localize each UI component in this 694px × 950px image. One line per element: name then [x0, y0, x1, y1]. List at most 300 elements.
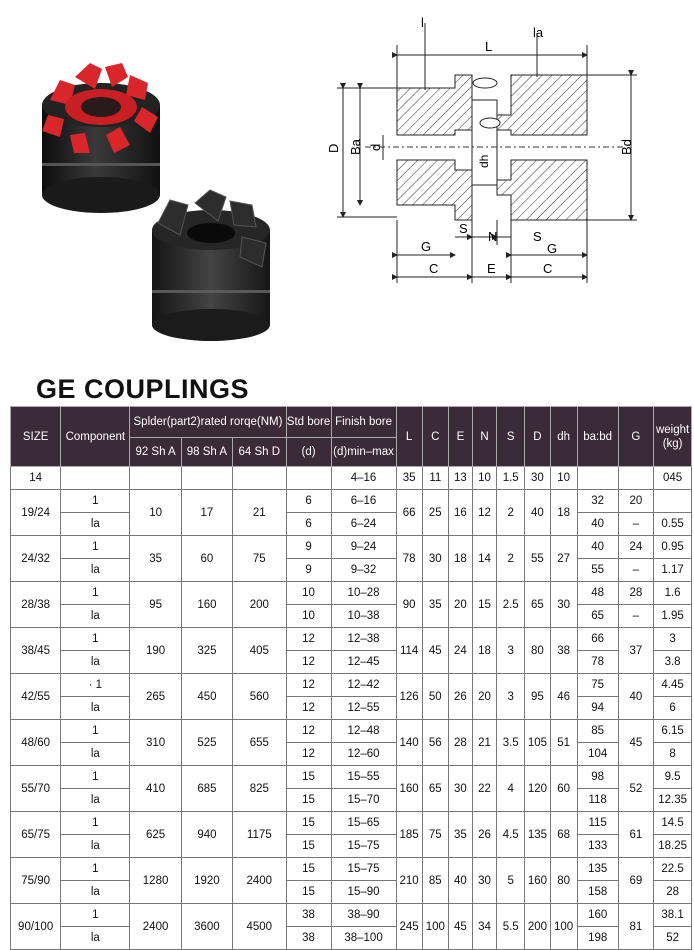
table-row: [11, 812, 692, 835]
cell-S: 3: [497, 674, 525, 720]
page-title: GE COUPLINGS: [36, 374, 250, 404]
cell-D: 30: [525, 467, 550, 490]
cell-weight: 52: [654, 927, 692, 950]
cell-G: –: [618, 605, 654, 628]
cell-N: 14: [472, 536, 496, 582]
header-N: N: [472, 407, 496, 467]
cell-finish-bore: 6–24: [331, 513, 396, 536]
cell-std-bore: 15: [286, 812, 331, 835]
cell-92sha: 625: [130, 812, 181, 858]
cell-babd: 48: [577, 582, 618, 605]
header-64shd: 64 Sh D: [233, 438, 286, 467]
header-weight: weight (kg): [654, 407, 692, 467]
cell-C: 50: [422, 674, 448, 720]
cell-component: 1: [61, 582, 130, 605]
cell-weight: 8: [654, 743, 692, 766]
cell-G: –: [618, 513, 654, 536]
cell-component: la: [61, 789, 130, 812]
cell-weight: 38.1: [654, 904, 692, 927]
cell-component: 1: [61, 490, 130, 513]
cell-std-bore: 9: [286, 559, 331, 582]
cell-weight: 28: [654, 881, 692, 904]
cell-E: 26: [448, 674, 472, 720]
cell-std-bore: 15: [286, 766, 331, 789]
cell-92sha: 1280: [130, 858, 181, 904]
cell-G: 28: [618, 582, 654, 605]
cell-weight: 3.8: [654, 651, 692, 674]
cell-weight: 1.6: [654, 582, 692, 605]
cell-std-bore: 10: [286, 582, 331, 605]
cell-S: 2.5: [497, 582, 525, 628]
cell-C: 100: [422, 904, 448, 950]
cell-G: 45: [618, 720, 654, 766]
header-dh: dh: [550, 407, 577, 467]
cell-64shd: 655: [233, 720, 286, 766]
cell-weight: 0.55: [654, 513, 692, 536]
cell-babd: 198: [577, 927, 618, 950]
cell-S: 3: [497, 628, 525, 674]
cell-component: la: [61, 881, 130, 904]
cell-98sha: 60: [181, 536, 232, 582]
label-N: N: [488, 229, 498, 244]
cell-size: 90/100: [11, 904, 61, 950]
cell-L: 66: [396, 490, 422, 536]
cell-std-bore: 12: [286, 743, 331, 766]
header-finish-bore: Finish bore: [331, 407, 396, 438]
coupling-photo: [30, 45, 320, 345]
cell-92sha: 35: [130, 536, 181, 582]
cell-component: la: [61, 559, 130, 582]
header-E: E: [448, 407, 472, 467]
table-row: [11, 858, 692, 881]
table-row: [11, 536, 692, 559]
cell-N: 10: [472, 467, 496, 490]
cell-98sha: [181, 467, 232, 490]
table-row: [11, 490, 692, 513]
cell-size: 38/45: [11, 628, 61, 674]
cell-E: 13: [448, 467, 472, 490]
cell-finish-bore: 12–45: [331, 651, 396, 674]
cell-G: 37: [618, 628, 654, 674]
table-row: [11, 582, 692, 605]
header-std-bore: Std bore: [286, 407, 331, 438]
cell-E: 16: [448, 490, 472, 536]
label-l: l: [421, 15, 424, 30]
cell-component: 1: [61, 858, 130, 881]
cell-G: 52: [618, 766, 654, 812]
cell-E: 18: [448, 536, 472, 582]
cell-C: 56: [422, 720, 448, 766]
cell-L: 140: [396, 720, 422, 766]
cell-G: 69: [618, 858, 654, 904]
cell-size: 28/38: [11, 582, 61, 628]
label-dh: dh: [477, 154, 491, 168]
cell-component: la: [61, 651, 130, 674]
cell-finish-bore: 38–90: [331, 904, 396, 927]
cell-64shd: 21: [233, 490, 286, 536]
cell-E: 24: [448, 628, 472, 674]
cell-component: la: [61, 927, 130, 950]
header-G: G: [618, 407, 654, 467]
cell-L: 210: [396, 858, 422, 904]
cell-N: 30: [472, 858, 496, 904]
cell-babd: 160: [577, 904, 618, 927]
cell-weight: 1.17: [654, 559, 692, 582]
header-92sha: 92 Sh A: [130, 438, 181, 467]
cell-92sha: 265: [130, 674, 181, 720]
cell-babd: 66: [577, 628, 618, 651]
header-spider: Splder(part2)rated rorqe(NM): [130, 407, 286, 438]
cell-G: 61: [618, 812, 654, 858]
cell-N: 15: [472, 582, 496, 628]
cell-weight: [654, 490, 692, 513]
cell-dh: 30: [550, 582, 577, 628]
cell-92sha: 10: [130, 490, 181, 536]
cell-E: 35: [448, 812, 472, 858]
header-std-bore-unit: (d): [286, 438, 331, 467]
cell-babd: 40: [577, 513, 618, 536]
cell-babd: 55: [577, 559, 618, 582]
cell-component: la: [61, 513, 130, 536]
cell-D: 120: [525, 766, 550, 812]
cell-component: la: [61, 835, 130, 858]
cell-std-bore: 12: [286, 628, 331, 651]
cell-std-bore: 15: [286, 789, 331, 812]
cell-64shd: 405: [233, 628, 286, 674]
label-Ba: Ba: [348, 139, 363, 155]
cell-component: la: [61, 605, 130, 628]
cell-dh: 60: [550, 766, 577, 812]
cell-weight: 6.15: [654, 720, 692, 743]
cell-babd: 135: [577, 858, 618, 881]
cell-dh: 68: [550, 812, 577, 858]
cell-64shd: 1175: [233, 812, 286, 858]
cell-finish-bore: 9–24: [331, 536, 396, 559]
cell-G: [618, 467, 654, 490]
cell-L: 35: [396, 467, 422, 490]
cell-98sha: 17: [181, 490, 232, 536]
cell-L: 245: [396, 904, 422, 950]
table-row: [11, 559, 692, 582]
cell-C: 35: [422, 582, 448, 628]
cell-N: 12: [472, 490, 496, 536]
cell-std-bore: 15: [286, 858, 331, 881]
cell-finish-bore: 15–75: [331, 835, 396, 858]
cell-N: 34: [472, 904, 496, 950]
label-S-left: S: [459, 221, 468, 236]
cell-finish-bore: 10–38: [331, 605, 396, 628]
cell-std-bore: 9: [286, 536, 331, 559]
cell-C: 85: [422, 858, 448, 904]
cell-std-bore: 12: [286, 697, 331, 720]
table-row: [11, 628, 692, 651]
cell-component: 1: [61, 904, 130, 927]
label-Bd: Bd: [619, 139, 634, 155]
cell-92sha: 95: [130, 582, 181, 628]
cell-weight: 0.95: [654, 536, 692, 559]
cell-G: 24: [618, 536, 654, 559]
cell-component: la: [61, 697, 130, 720]
cell-C: 45: [422, 628, 448, 674]
cell-weight: 12.35: [654, 789, 692, 812]
cell-std-bore: 12: [286, 720, 331, 743]
header-size: SIZE: [11, 407, 61, 467]
table-row: [11, 674, 692, 697]
cell-64shd: 75: [233, 536, 286, 582]
cell-finish-bore: 12–60: [331, 743, 396, 766]
header-98sha: 98 Sh A: [181, 438, 232, 467]
cell-D: 40: [525, 490, 550, 536]
cell-S: 2: [497, 536, 525, 582]
cell-G: 40: [618, 674, 654, 720]
cell-E: 40: [448, 858, 472, 904]
cell-64shd: [233, 467, 286, 490]
cell-E: 20: [448, 582, 472, 628]
cell-component: 1: [61, 536, 130, 559]
cell-finish-bore: 15–65: [331, 812, 396, 835]
cell-S: 4: [497, 766, 525, 812]
cell-size: 14: [11, 467, 61, 490]
cell-64shd: 2400: [233, 858, 286, 904]
cell-finish-bore: 38–100: [331, 927, 396, 950]
cell-component: · 1: [61, 674, 130, 697]
cell-98sha: 940: [181, 812, 232, 858]
cell-G: –: [618, 559, 654, 582]
cell-C: 11: [422, 467, 448, 490]
cell-size: 24/32: [11, 536, 61, 582]
cell-weight: 4.45: [654, 674, 692, 697]
cell-C: 25: [422, 490, 448, 536]
cell-component: 1: [61, 720, 130, 743]
cell-S: 1.5: [497, 467, 525, 490]
cell-finish-bore: 12–42: [331, 674, 396, 697]
cell-E: 45: [448, 904, 472, 950]
cell-S: 5.5: [497, 904, 525, 950]
table-row: [11, 513, 692, 536]
table-row: [11, 651, 692, 674]
cell-dh: 18: [550, 490, 577, 536]
cell-L: 90: [396, 582, 422, 628]
cell-dh: 38: [550, 628, 577, 674]
cell-N: 22: [472, 766, 496, 812]
table-row: [11, 720, 692, 743]
cell-weight: 18.25: [654, 835, 692, 858]
cell-std-bore: 6: [286, 490, 331, 513]
cell-dh: 46: [550, 674, 577, 720]
cell-finish-bore: 15–55: [331, 766, 396, 789]
cell-C: 65: [422, 766, 448, 812]
cell-D: 200: [525, 904, 550, 950]
label-D: D: [326, 143, 341, 153]
cell-dh: 100: [550, 904, 577, 950]
cell-E: 30: [448, 766, 472, 812]
cell-babd: 32: [577, 490, 618, 513]
cell-N: 26: [472, 812, 496, 858]
cell-size: 75/90: [11, 858, 61, 904]
cell-weight: 14.5: [654, 812, 692, 835]
cell-babd: 94: [577, 697, 618, 720]
cell-babd: 78: [577, 651, 618, 674]
cell-component: [61, 467, 130, 490]
cell-98sha: 525: [181, 720, 232, 766]
cell-L: 185: [396, 812, 422, 858]
cell-N: 18: [472, 628, 496, 674]
cell-weight: 22.5: [654, 858, 692, 881]
table-row: [11, 789, 692, 812]
cell-babd: 75: [577, 674, 618, 697]
table-row: [11, 835, 692, 858]
cell-98sha: 685: [181, 766, 232, 812]
cell-component: 1: [61, 812, 130, 835]
cell-finish-bore: 6–16: [331, 490, 396, 513]
cell-64shd: 560: [233, 674, 286, 720]
cell-92sha: [130, 467, 181, 490]
cell-babd: 118: [577, 789, 618, 812]
cell-64shd: 825: [233, 766, 286, 812]
table-row: [11, 743, 692, 766]
cell-babd: 104: [577, 743, 618, 766]
cell-babd: 158: [577, 881, 618, 904]
header-component: Component: [61, 407, 130, 467]
cell-dh: 80: [550, 858, 577, 904]
cell-D: 135: [525, 812, 550, 858]
cell-G: 20: [618, 490, 654, 513]
cell-std-bore: 12: [286, 651, 331, 674]
cell-N: 20: [472, 674, 496, 720]
couplings-table: [10, 406, 692, 950]
cell-std-bore: 10: [286, 605, 331, 628]
cell-babd: 133: [577, 835, 618, 858]
cell-S: 4.5: [497, 812, 525, 858]
cell-size: 55/70: [11, 766, 61, 812]
label-d: d: [368, 143, 383, 151]
cell-finish-bore: 15–70: [331, 789, 396, 812]
cell-C: 75: [422, 812, 448, 858]
header-babd: ba:bd: [577, 407, 618, 467]
cell-92sha: 2400: [130, 904, 181, 950]
hub-with-spider: [42, 63, 160, 213]
cell-L: 126: [396, 674, 422, 720]
cell-D: 105: [525, 720, 550, 766]
cell-size: 19/24: [11, 490, 61, 536]
cell-92sha: 190: [130, 628, 181, 674]
cell-92sha: 410: [130, 766, 181, 812]
table-row: [11, 881, 692, 904]
header-finish-bore-unit: (d)min–max: [331, 438, 396, 467]
label-S-right: S: [533, 229, 542, 244]
header-S: S: [497, 407, 525, 467]
cell-N: 21: [472, 720, 496, 766]
cell-D: 160: [525, 858, 550, 904]
cell-finish-bore: 12–55: [331, 697, 396, 720]
cell-D: 80: [525, 628, 550, 674]
cell-babd: 115: [577, 812, 618, 835]
cell-component: 1: [61, 766, 130, 789]
cell-92sha: 310: [130, 720, 181, 766]
cell-finish-bore: 4–16: [331, 467, 396, 490]
cell-64shd: 4500: [233, 904, 286, 950]
cell-size: 42/55: [11, 674, 61, 720]
cell-98sha: 160: [181, 582, 232, 628]
label-la: la: [533, 25, 544, 40]
cell-98sha: 450: [181, 674, 232, 720]
label-E: E: [487, 261, 496, 276]
cell-size: 48/60: [11, 720, 61, 766]
cell-size: 65/75: [11, 812, 61, 858]
cell-weight: 1.95: [654, 605, 692, 628]
cell-dh: 10: [550, 467, 577, 490]
coupling-dimension-drawing: [325, 5, 694, 290]
cell-babd: 98: [577, 766, 618, 789]
table-row: [11, 697, 692, 720]
cell-finish-bore: 12–38: [331, 628, 396, 651]
cell-component: la: [61, 743, 130, 766]
cell-std-bore: 15: [286, 835, 331, 858]
label-C-left: C: [429, 261, 439, 276]
cell-babd: 65: [577, 605, 618, 628]
cell-L: 160: [396, 766, 422, 812]
cell-weight: 3: [654, 628, 692, 651]
cell-C: 30: [422, 536, 448, 582]
cell-D: 65: [525, 582, 550, 628]
cell-64shd: 200: [233, 582, 286, 628]
cell-weight: 045: [654, 467, 692, 490]
cell-D: 55: [525, 536, 550, 582]
cell-std-bore: 38: [286, 927, 331, 950]
cell-G: 81: [618, 904, 654, 950]
cell-S: 3.5: [497, 720, 525, 766]
label-L: L: [485, 39, 493, 54]
cell-weight: 9.5: [654, 766, 692, 789]
table-row: [11, 927, 692, 950]
cell-98sha: 325: [181, 628, 232, 674]
label-G-left: G: [421, 239, 432, 254]
cell-dh: 51: [550, 720, 577, 766]
cell-finish-bore: 15–90: [331, 881, 396, 904]
label-C-right: C: [543, 261, 553, 276]
table-row: [11, 766, 692, 789]
cell-L: 114: [396, 628, 422, 674]
hub-with-jaws: [152, 190, 270, 341]
cell-98sha: 3600: [181, 904, 232, 950]
cell-std-bore: 38: [286, 904, 331, 927]
header-C: C: [422, 407, 448, 467]
cell-finish-bore: 9–32: [331, 559, 396, 582]
cell-std-bore: 12: [286, 674, 331, 697]
cell-E: 28: [448, 720, 472, 766]
cell-D: 95: [525, 674, 550, 720]
cell-std-bore: 6: [286, 513, 331, 536]
header-L: L: [396, 407, 422, 467]
table-row: [11, 605, 692, 628]
cell-component: 1: [61, 628, 130, 651]
cell-std-bore: 15: [286, 881, 331, 904]
cell-dh: 27: [550, 536, 577, 582]
cell-babd: 85: [577, 720, 618, 743]
table-row: [11, 904, 692, 927]
cell-S: 2: [497, 490, 525, 536]
cell-finish-bore: 10–28: [331, 582, 396, 605]
cell-98sha: 1920: [181, 858, 232, 904]
header-D: D: [525, 407, 550, 467]
cell-L: 78: [396, 536, 422, 582]
cell-finish-bore: 12–48: [331, 720, 396, 743]
cell-weight: 6: [654, 697, 692, 720]
cell-babd: 40: [577, 536, 618, 559]
cell-babd: [577, 467, 618, 490]
cell-finish-bore: 15–75: [331, 858, 396, 881]
cell-std-bore: [286, 467, 331, 490]
